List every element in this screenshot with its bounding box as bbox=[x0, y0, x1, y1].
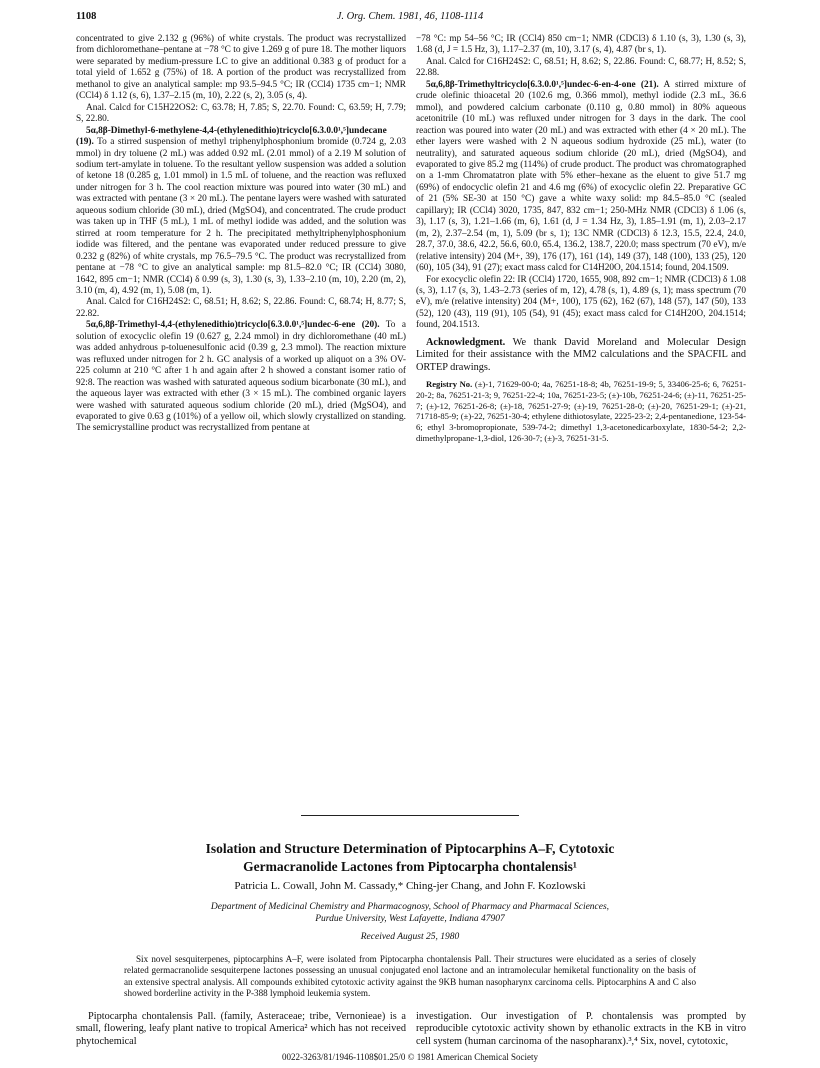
paragraph bbox=[416, 57, 746, 80]
paragraph bbox=[76, 297, 406, 320]
paragraph-heading: Acknowledgment. bbox=[426, 336, 506, 348]
intro-right: investigation. Our investigation of P. chontalensis was prompted by reproducible cytotoxic activity shown by ethanolic extracts in the KB in vitro cell system (human carcinoma of the nasopharanx).³,⁴ Six, novel, cytotoxic, bbox=[416, 1011, 746, 1047]
article-title-line-1: Isolation and Structure Determination of Piptocarphins A–F, Cytotoxic bbox=[205, 841, 615, 856]
journal-citation: J. Org. Chem. 1981, 46, 1108-1114 bbox=[336, 11, 484, 22]
paragraph-heading: 5α,6,8β-Trimethyltricyclo[6.3.0.0¹,⁵]undec-6-en-4-one (21). bbox=[426, 79, 659, 90]
paragraph bbox=[76, 103, 406, 126]
paragraph bbox=[416, 34, 746, 57]
paragraph bbox=[416, 80, 746, 275]
affiliation bbox=[96, 901, 724, 925]
affiliation-line-1: Department of Medicinal Chemistry and Pharmacognosy, School of Pharmacy and Pharmacal Sciences, bbox=[210, 902, 610, 912]
paragraph bbox=[416, 275, 746, 332]
paragraph-heading: 5α,8β-Dimethyl-6-methylene-4,4-(ethylenedithio)tricyclo[6.3.0.0¹,⁵]undecane (19). bbox=[76, 125, 387, 148]
paragraph-text: −78 °C: mp 54–56 °C; IR (CCl4) 850 cm−1; NMR (CDCl3) δ 1.10 (s, 3), 1.30 (s, 3), 1.68 (d, J = 1.5 Hz, 3), 1.17–2.37 (m, 10), 3.17 (s, 4), 4.87 (br s, 1). bbox=[416, 34, 746, 56]
section-divider bbox=[301, 815, 519, 816]
running-header bbox=[76, 11, 744, 25]
registry-numbers bbox=[416, 379, 746, 444]
paragraph-text: Anal. Calcd for C16H24S2: C, 68.51; H, 8.62; S, 22.86. Found: C, 68.77; H, 8.52; S, 22.88. bbox=[416, 56, 746, 79]
paragraph-text: Anal. Calcd for C15H22OS2: C, 63.78; H, 7.85; S, 22.70. Found: C, 63.59; H, 7.79; S, 22.80. bbox=[76, 102, 406, 125]
intro-left: Piptocarpha chontalensis Pall. (family, Asteraceae; tribe, Vernonieae) is a small, flowering, leafy plant native to tropical America² which has not received phytochemical bbox=[76, 1011, 406, 1047]
right-column bbox=[416, 34, 746, 444]
left-column bbox=[76, 34, 406, 435]
paragraph-heading: Registry No. bbox=[426, 379, 473, 389]
paragraph-heading: 5α,6,8β-Trimethyl-4,4-(ethylenedithio)tricyclo[6.3.0.0¹,⁵]undec-6-ene (20). bbox=[86, 320, 380, 331]
paragraph-text: concentrated to give 2.132 g (96%) of white crystals. The product was recrystallized from dichloromethane–pentane at −78 °C to give 1.269 g of pure 18. The mother liquors were separated by medium-pressure LC to give an additional 0.383 g of product for a total yield of 1.652 g (75%) of 18. A portion of the product was recrystallized from methanol to give an analytical sample: mp 93.5–94.5 °C; IR (CCl4) 1735 cm−1; NMR (CCl4) δ 1.12 (s, 6), 1.37–2.15 (m, 10), 2.22 (s, 2), 3.05 (s, 4). bbox=[76, 34, 406, 102]
page-number: 1108 bbox=[76, 11, 97, 22]
affiliation-line-2: Purdue University, West Lafayette, Indiana 47907 bbox=[315, 914, 505, 924]
article-title bbox=[96, 840, 724, 876]
copyright-footer: 0022-3263/81/1946-1108$01.25/0 © 1981 American Chemical Society bbox=[282, 1052, 538, 1062]
paragraph-text: A stirred mixture of crude olefinic thioacetal 20 (102.6 mg, 0.366 mmol), methyl iodide (2.3 mL, 36.6 mmol), and powdered calcium carbonate (0.110 g, 0.80 mmol) in 80% aqueous acetonitrile (10 mL) was refluxed under nitrogen for 3 days in the dark. The cool reaction was poured into water (20 mL) and was extracted with ether (4 × 20 mL). The ether layers were washed with 2 N aqueous sodium hydroxide (25 mL), water (to neutrality), and saturated aqueous sodium chloride (20 mL), dried (MgSO4), and evaporated to give 85.2 mg (114%) of crude product. The product was chromatographed on a 1-mm Chromatatron plate with 5% ether–hexane as the eluent to give 51.7 mg (69%) of endocyclic olefin 21 and 4.6 mg (6%) of exocyclic olefin 22. Preparative GC of 21 (5% SE-30 at 150 °C) gave a white waxy solid: mp 84.5–85.0 °C (sealed capillary); IR (CCl4) 3020, 1735, 847, 832 cm−1; 250-MHz NMR (CDCl3) δ 1.06 (s, 3), 1.17 (s, 3), 1.21–1.66 (m, 6), 1.61 (d, J = 1.34 Hz, 3), 1.85–1.91 (m, 1), 2.03–2.17 (m, 2), 2.37–2.54 (m, 1), 5.09 (br s, 1); 13C NMR (CDCl3) δ 12.3, 15.5, 22.4, 24.0, 28.7, 37.0, 38.6, 42.2, 56.6, 60.0, 65.4, 136.2, 138.7, 220.0; mass spectrum (70 eV), m/e (relative intensity) 204 (M+, 39), 176 (17), 161 (14), 149 (37), 148 (100), 133 (25), 120 (60), 105 (34), 91 (27); exact mass calcd for C14H20O, 204.1514; found, 204.1509. bbox=[416, 79, 746, 274]
paragraph bbox=[76, 126, 406, 298]
paragraph-text: Anal. Calcd for C16H24S2: C, 68.51; H, 8.62; S, 22.86. Found: C, 68.74; H, 8.77; S, 22.82. bbox=[76, 297, 406, 319]
paragraph-text: For exocyclic olefin 22: IR (CCl4) 1720, 1655, 908, 892 cm−1; NMR (CDCl3) δ 1.08 (s, 3), 1.17 (s, 3), 1.43–2.73 (series of m, 12), 4.78 (s, 1), 4.89 (s, 1); mass spectrum (70 eV), m/e (relative intensity) 204 (M+, 100), 175 (62), 162 (67), 148 (57), 147 (50), 133 (52), 120 (43), 119 (91), 105 (54), 91 (45); exact mass calcd for C14H20O, 204.1514; found, 204.1513. bbox=[416, 274, 747, 331]
received-date: Received August 25, 1980 bbox=[360, 932, 460, 942]
paragraph-text: We thank David Moreland and Molecular Design Limited for their assistance with the MM2 calculations and the SPACFIL and ORTEP drawings. bbox=[416, 336, 746, 373]
author-list: Patricia L. Cowall, John M. Cassady,* Ching-jer Chang, and John F. Kozlowski bbox=[234, 880, 586, 892]
paragraph-text: To a stirred suspension of methyl triphenylphosphonium bromide (0.724 g, 2.03 mmol) in dry toluene (2 mL) was added 0.92 mL (2.01 mmol) of a 2.19 M solution of sodium tert-amylate in toluene. To the resultant yellow suspension was added a solution of ketone 18 (0.285 g, 1.01 mmol) in 1.5 mL of toluene, and the reaction was refluxed under nitrogen for 3 h. The cool reaction mixture was poured into water (30 mL) and was extracted with pentane (3 × 20 mL). The pentane layers were washed with saturated aqueous sodium chloride (30 mL), dried (MgSO4), and concentrated. The crude product was taken up in THF (5 mL), 1 mL of methyl iodide was added, and the solution was stirred at room temperature for 2 h. The precipitated methyltriphenylphosphonium iodide was filtered, and the pentane was evaporated under reduced pressure to give 0.232 g (82%) of white crystals, mp 76.5–79.5 °C. The product was recrystallized from pentane at −78 °C to give an analytical sample: mp 81.5–82.0 °C; IR (CCl4) 3080, 1642, 895 cm−1; NMR (CCl4) δ 0.99 (s, 3), 1.30 (s, 3), 1.33–2.10 (m, 10), 2.20 (m, 2), 3.10 (m, 4), 4.92 (m, 1), 5.08 (m, 1). bbox=[76, 137, 406, 296]
article-title-line-2: Germacranolide Lactones from Piptocarpha chontalensis¹ bbox=[243, 859, 577, 874]
paragraph bbox=[76, 34, 406, 103]
acknowledgment bbox=[416, 337, 746, 374]
paragraph bbox=[76, 320, 406, 435]
abstract: Six novel sesquiterpenes, piptocarphins A–F, were isolated from Piptocarpha chontalensis Pall. Their structures were elucidated as a series of closely related germacranolide sesquiterpene lactones possessing an unusual conjugated enol lactone and an intramolecular hemiketal functionality on the basis of an extensive spectral analysis. All compounds exhibited cytotoxic activity against the 9KB human nasopharynx carcinoma cells. Piptocarphins A and C also showed borderline activity in the P-388 lymphoid leukemia system. bbox=[124, 954, 696, 999]
paragraph-text: (±)-1, 71629-00-0; 4a, 76251-18-8; 4b, 76251-19-9; 5, 33406-25-6; 6, 76251-20-2; 8a, 76251-21-3; 9, 76251-22-4; 10a, 76251-23-5; (±)-10b, 76251-24-6; (±)-11, 76251-25-7; (±)-12, 76251-26-8; (±)-18, 76251-27-9; (±)-19, 76251-28-0; (±)-20, 76251-29-1; (±)-21, 71718-85-9; (±)-22, 76251-30-4; ethylene dithiotosylate, 2225-23-2; 2,4-pentanedione, 123-54-6; ethyl 3-bromopropionate, 539-74-2; dimethyl 1,3-acetonedicarboxylate, 1830-54-2; 2,2-dimethylpropane-1,3-diol, 126-30-7; (±)-3, 76251-31-5. bbox=[416, 379, 746, 443]
paragraph-text: To a solution of exocyclic olefin 19 (0.627 g, 2.24 mmol) in dry dichloromethane (40 mL) was added anhydrous p-toluenesulfonic acid (0.39 g, 2.3 mmol). The reaction mixture was refluxed under nitrogen for 2 h. GC analysis of a worked up aliquot on a 3% OV-225 column at 210 °C after 1 h and again after 2 h showed a constant isomer ratio of 92:8. The reaction was washed with saturated aqueous sodium bicarbonate (30 mL), and the aqueous layer was extracted with ether (3 × 15 mL). The combined organic layers were washed with saturated aqueous sodium chloride (20 mL), dried (MgSO4), and evaporated to give 0.63 g (101%) of a yellow oil, which slowly crystallized on standing. The semicrystalline product was recrystallized from pentane at bbox=[76, 320, 406, 434]
